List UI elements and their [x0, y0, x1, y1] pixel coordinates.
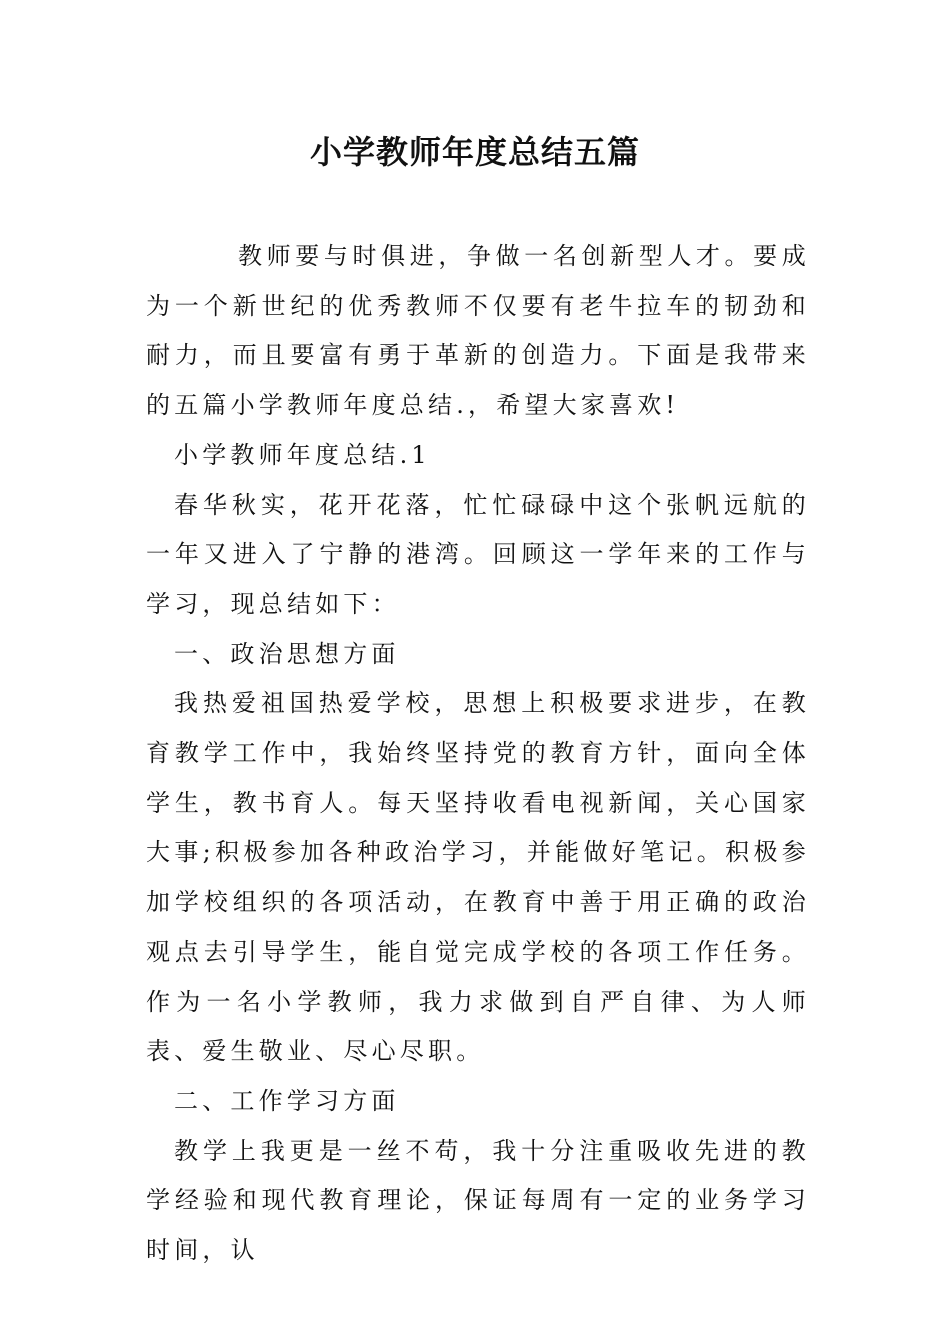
political-paragraph: 我热爱祖国热爱学校，思想上积极要求进步，在教育教学工作中，我始终坚持党的教育方针，面向全体学生，教书育人。每天坚持收看电视新闻，关心国家大事;积极参加各种政治学习，并能做好笔记。积极参加学校组织的各项活动，在教育中善于用正确的政治观点去引导学生，能自觉完成学校的各项工作任务。作为一名小学教师，我力求做到自严自律、为人师表、爱生敬业、尽心尽职。 [146, 689, 810, 1066]
opening-paragraph: 春华秋实，花开花落，忙忙碌碌中这个张帆远航的一年又进入了宁静的港湾。回顾这一学年来的工作与学习，现总结如下： [146, 490, 810, 618]
intro-paragraph: 教师要与时俱进，争做一名创新型人才。要成为一个新世纪的优秀教师不仅要有老牛拉车的韧劲和耐力，而且要富有勇于革新的创造力。下面是我带来的五篇小学教师年度总结.，希望大家喜欢! [146, 242, 810, 420]
section-heading-political: 一、政治思想方面 [174, 639, 400, 668]
document-body [146, 232, 810, 1276]
work-study-paragraph: 教学上我更是一丝不苟，我十分注重吸收先进的教学经验和现代教育理论，保证每周有一定的业务学习时间，认 [146, 1136, 810, 1265]
section-heading-work-study: 二、工作学习方面 [174, 1086, 400, 1115]
section-heading-summary-1: 小学教师年度总结.1 [174, 440, 431, 469]
document-title: 小学教师年度总结五篇 [309, 133, 640, 171]
